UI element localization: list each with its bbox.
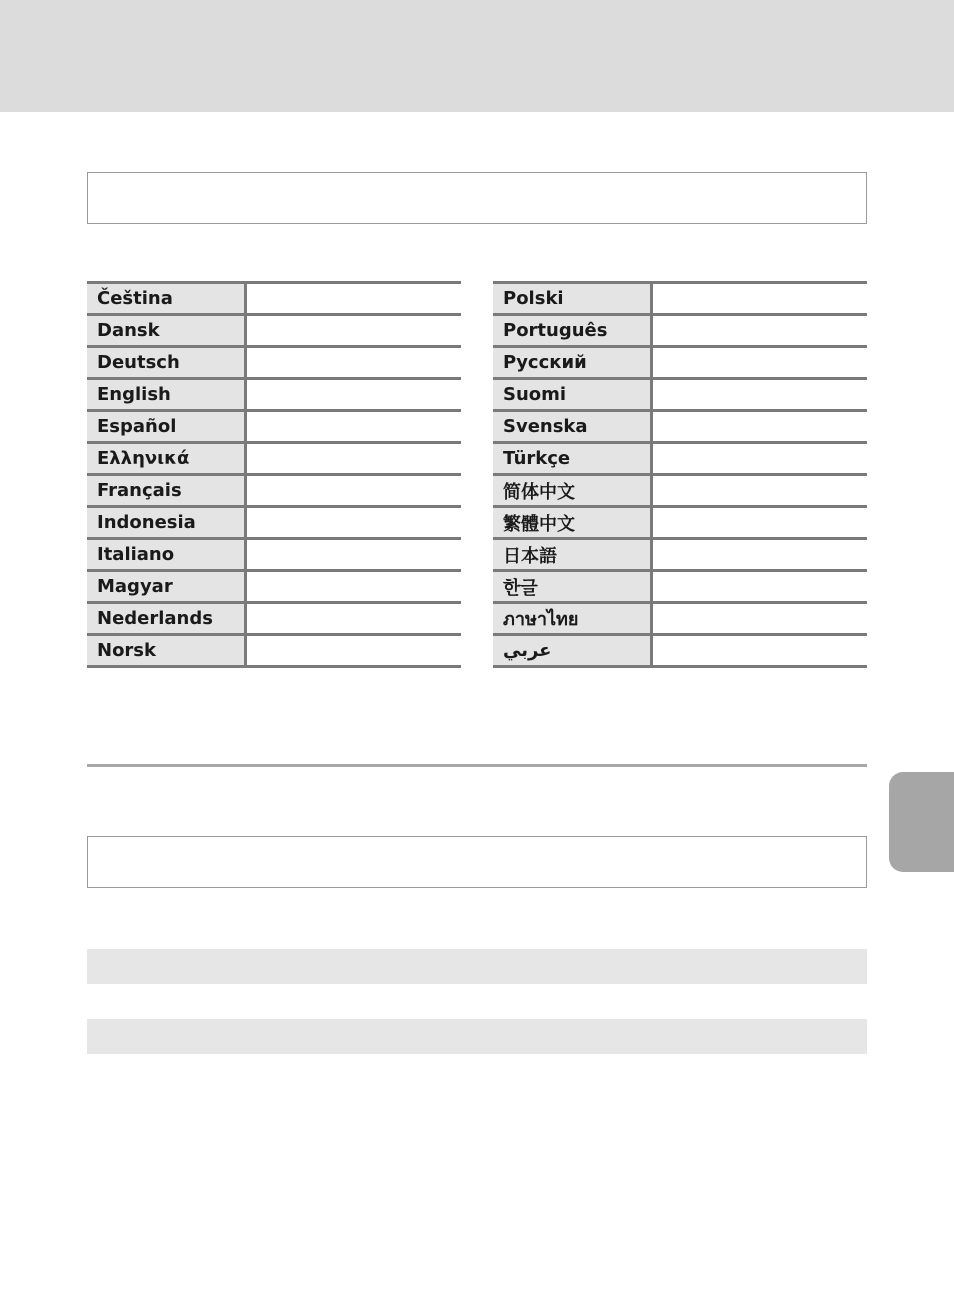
language-row	[493, 411, 867, 443]
language-name: ภาษาไทย	[493, 603, 651, 635]
language-row	[87, 379, 461, 411]
language-name: 繁體中文	[493, 507, 651, 539]
heading-box-top	[87, 172, 867, 224]
language-description-cell	[651, 347, 867, 379]
language-description-cell	[245, 539, 461, 571]
language-description-cell	[651, 507, 867, 539]
language-description-cell	[651, 379, 867, 411]
language-row	[87, 603, 461, 635]
language-name: Magyar	[87, 571, 245, 603]
language-row	[493, 507, 867, 539]
language-description-cell	[245, 603, 461, 635]
language-name: Norsk	[87, 635, 245, 667]
language-row	[493, 571, 867, 603]
language-name: Suomi	[493, 379, 651, 411]
language-name: 한글	[493, 571, 651, 603]
language-row	[493, 603, 867, 635]
language-table-right	[493, 281, 867, 668]
language-name: Nederlands	[87, 603, 245, 635]
language-description-cell	[245, 379, 461, 411]
language-name: Dansk	[87, 315, 245, 347]
language-name: 日本語	[493, 539, 651, 571]
language-name: Indonesia	[87, 507, 245, 539]
language-name: Русский	[493, 347, 651, 379]
language-row	[87, 347, 461, 379]
language-description-cell	[245, 571, 461, 603]
language-description-cell	[245, 283, 461, 315]
page-header-band	[0, 0, 954, 112]
language-name: Français	[87, 475, 245, 507]
language-name: عربي	[493, 635, 651, 667]
language-row	[87, 283, 461, 315]
language-description-cell	[245, 507, 461, 539]
language-description-cell	[245, 411, 461, 443]
language-row	[87, 411, 461, 443]
language-description-cell	[651, 571, 867, 603]
language-row	[493, 475, 867, 507]
language-row	[87, 507, 461, 539]
language-name: Čeština	[87, 283, 245, 315]
language-description-cell	[651, 603, 867, 635]
language-name: Svenska	[493, 411, 651, 443]
language-row	[87, 475, 461, 507]
language-name: Italiano	[87, 539, 245, 571]
language-description-cell	[245, 443, 461, 475]
language-name: English	[87, 379, 245, 411]
language-description-cell	[651, 475, 867, 507]
language-row	[493, 315, 867, 347]
language-row	[493, 443, 867, 475]
language-description-cell	[245, 315, 461, 347]
language-description-cell	[651, 283, 867, 315]
language-row	[493, 347, 867, 379]
language-description-cell	[651, 443, 867, 475]
language-name: Türkçe	[493, 443, 651, 475]
option-bar-1	[87, 949, 867, 984]
language-name: Ελληνικά	[87, 443, 245, 475]
language-name: Español	[87, 411, 245, 443]
language-table-left	[87, 281, 461, 668]
language-row	[493, 635, 867, 667]
language-description-cell	[245, 347, 461, 379]
language-description-cell	[651, 411, 867, 443]
language-description-cell	[651, 315, 867, 347]
section-divider	[87, 764, 867, 767]
language-name: Português	[493, 315, 651, 347]
language-name: Polski	[493, 283, 651, 315]
chapter-side-tab	[889, 772, 954, 872]
language-name: 简体中文	[493, 475, 651, 507]
language-description-cell	[651, 635, 867, 667]
language-description-cell	[245, 635, 461, 667]
language-description-cell	[651, 539, 867, 571]
language-row	[493, 539, 867, 571]
heading-box-bottom	[87, 836, 867, 888]
option-bar-2	[87, 1019, 867, 1054]
language-row	[87, 443, 461, 475]
language-row	[493, 379, 867, 411]
language-row	[87, 571, 461, 603]
language-row	[87, 635, 461, 667]
language-description-cell	[245, 475, 461, 507]
language-row	[87, 539, 461, 571]
language-row	[87, 315, 461, 347]
language-name: Deutsch	[87, 347, 245, 379]
language-row	[493, 283, 867, 315]
